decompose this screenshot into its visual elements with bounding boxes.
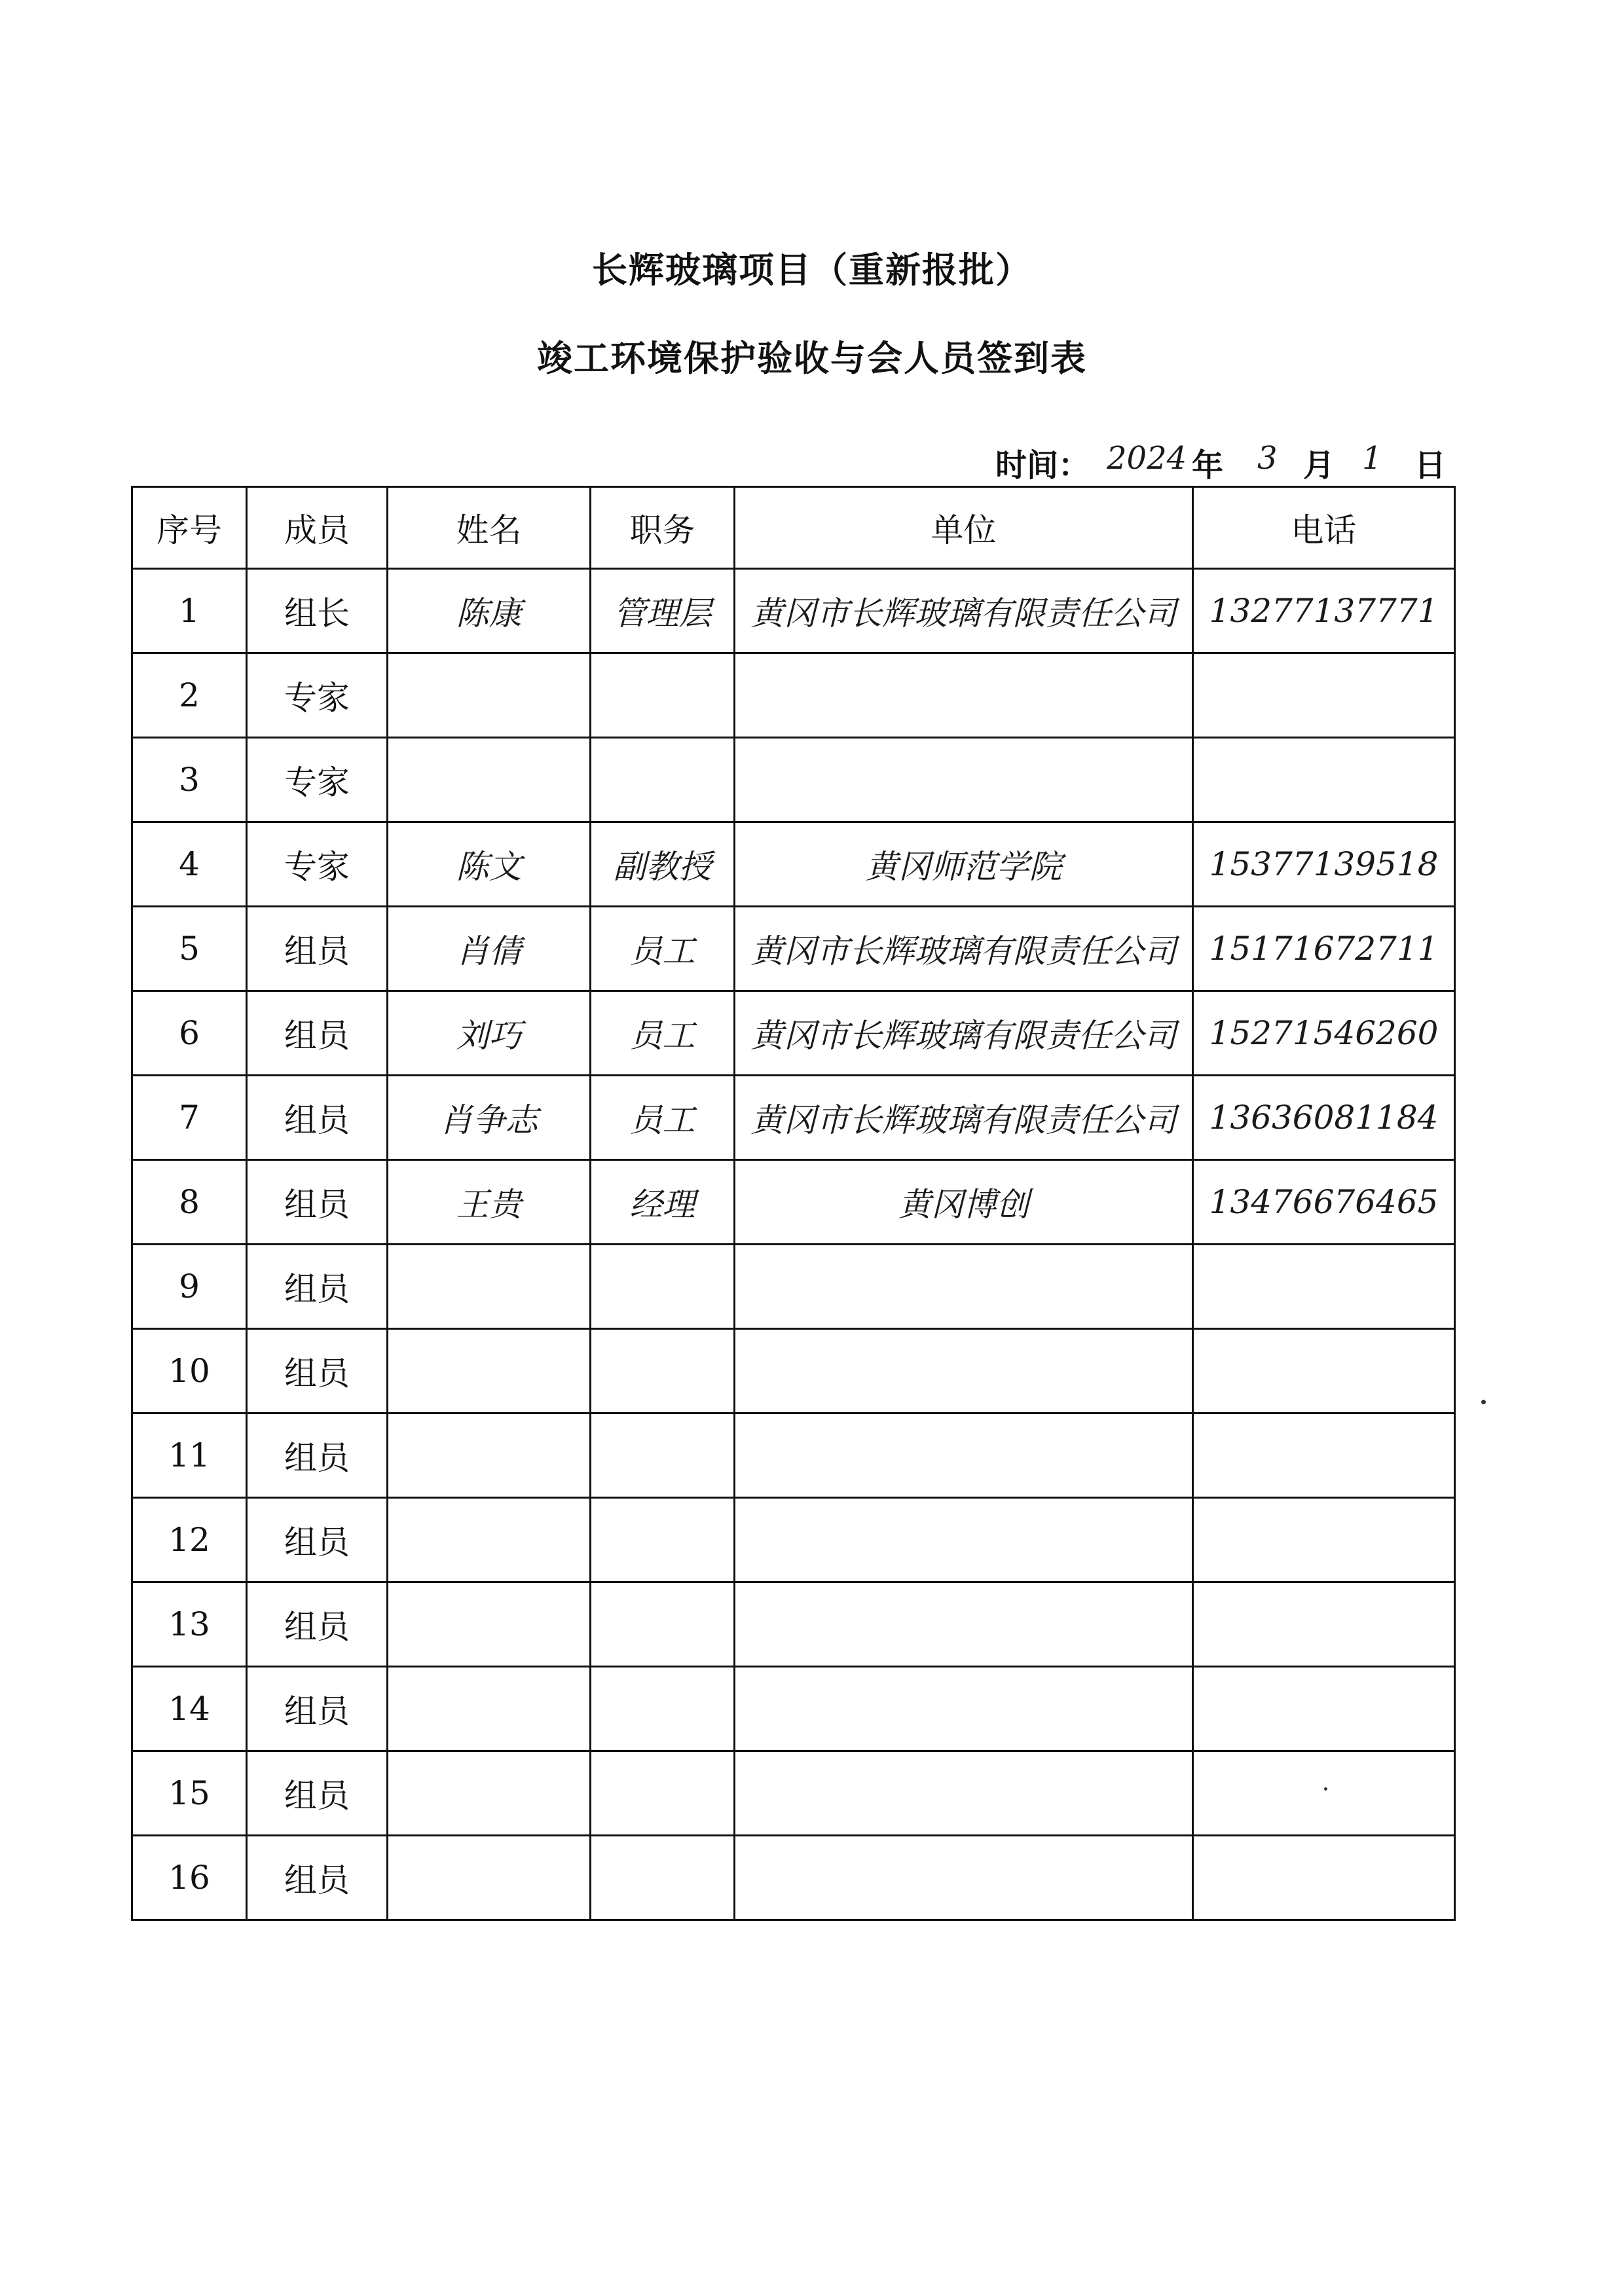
cell-position	[591, 1582, 735, 1667]
cell-position: 经理	[591, 1160, 735, 1245]
header-role: 成员	[247, 487, 388, 569]
table-row	[132, 991, 1455, 1076]
date-month-unit: 月	[1303, 447, 1335, 484]
cell-phone	[1193, 653, 1455, 738]
cell-seq: 5	[132, 907, 247, 991]
date-year-unit: 年	[1192, 447, 1224, 484]
cell-position: 员工	[591, 1076, 735, 1160]
cell-role: 组员	[247, 991, 388, 1076]
table-row	[132, 1160, 1455, 1245]
document-title: 长辉玻璃项目（重新报批）	[592, 249, 1032, 291]
cell-seq: 9	[132, 1245, 247, 1329]
cell-position: 员工	[591, 907, 735, 991]
cell-unit: 黄冈市长辉玻璃有限责任公司	[735, 569, 1193, 653]
cell-phone: 13277137771	[1193, 569, 1455, 653]
cell-phone	[1193, 1836, 1455, 1920]
cell-role: 组员	[247, 907, 388, 991]
cell-seq: 12	[132, 1498, 247, 1582]
header-unit: 单位	[735, 487, 1193, 569]
cell-unit: 黄冈博创	[735, 1160, 1193, 1245]
cell-name: 肖争志	[388, 1076, 591, 1160]
date-year: 2024	[1107, 440, 1187, 477]
cell-unit	[735, 1245, 1193, 1329]
table-row	[132, 1667, 1455, 1751]
cell-role: 组员	[247, 1329, 388, 1413]
header-position: 职务	[591, 487, 735, 569]
cell-role: 专家	[247, 822, 388, 907]
table-row	[132, 1413, 1455, 1498]
cell-phone: 13636081184	[1193, 1076, 1455, 1160]
cell-role: 组员	[247, 1498, 388, 1582]
table-row	[132, 1329, 1455, 1413]
cell-phone: 13476676465	[1193, 1160, 1455, 1245]
cell-name	[388, 1413, 591, 1498]
cell-role: 组员	[247, 1836, 388, 1920]
cell-position	[591, 1245, 735, 1329]
cell-name	[388, 1498, 591, 1582]
cell-phone	[1193, 1413, 1455, 1498]
cell-phone	[1193, 1329, 1455, 1413]
cell-unit	[735, 1413, 1193, 1498]
table-row	[132, 738, 1455, 822]
cell-role: 组员	[247, 1582, 388, 1667]
table-row	[132, 1582, 1455, 1667]
cell-name: 肖倩	[388, 907, 591, 991]
cell-phone	[1193, 1582, 1455, 1667]
date-day: 1	[1362, 440, 1382, 477]
cell-position	[591, 1836, 735, 1920]
table-row	[132, 1245, 1455, 1329]
cell-unit	[735, 1329, 1193, 1413]
cell-name	[388, 1751, 591, 1836]
cell-seq: 2	[132, 653, 247, 738]
cell-phone	[1193, 1498, 1455, 1582]
cell-position	[591, 1498, 735, 1582]
cell-name	[388, 1245, 591, 1329]
scan-speck	[1481, 1400, 1486, 1404]
date-day-unit: 日	[1414, 447, 1447, 484]
cell-seq: 11	[132, 1413, 247, 1498]
cell-position	[591, 738, 735, 822]
cell-phone	[1193, 1751, 1455, 1836]
cell-role: 组员	[247, 1667, 388, 1751]
cell-name: 王贵	[388, 1160, 591, 1245]
table-row	[132, 569, 1455, 653]
cell-unit: 黄冈市长辉玻璃有限责任公司	[735, 1076, 1193, 1160]
date-label: 时间：	[995, 447, 1090, 484]
date-line	[995, 440, 1454, 486]
table-row	[132, 1076, 1455, 1160]
cell-name	[388, 1329, 591, 1413]
cell-role: 组员	[247, 1245, 388, 1329]
header-seq: 序号	[132, 487, 247, 569]
cell-unit	[735, 1751, 1193, 1836]
cell-position	[591, 1751, 735, 1836]
cell-name	[388, 1582, 591, 1667]
cell-unit	[735, 1582, 1193, 1667]
cell-name	[388, 653, 591, 738]
cell-seq: 16	[132, 1836, 247, 1920]
cell-seq: 13	[132, 1582, 247, 1667]
cell-position: 副教授	[591, 822, 735, 907]
cell-seq: 3	[132, 738, 247, 822]
cell-position: 员工	[591, 991, 735, 1076]
cell-position	[591, 1329, 735, 1413]
cell-name	[388, 1836, 591, 1920]
cell-position	[591, 1667, 735, 1751]
table-header-row	[132, 487, 1455, 569]
cell-name	[388, 1667, 591, 1751]
cell-unit	[735, 1498, 1193, 1582]
cell-role: 组长	[247, 569, 388, 653]
document-subtitle: 竣工环境保护验收与会人员签到表	[537, 338, 1087, 379]
cell-role: 组员	[247, 1413, 388, 1498]
cell-seq: 1	[132, 569, 247, 653]
header-name: 姓名	[388, 487, 591, 569]
cell-unit	[735, 1667, 1193, 1751]
cell-seq: 6	[132, 991, 247, 1076]
cell-unit: 黄冈市长辉玻璃有限责任公司	[735, 991, 1193, 1076]
header-phone: 电话	[1193, 487, 1455, 569]
cell-role: 专家	[247, 653, 388, 738]
cell-phone: 15377139518	[1193, 822, 1455, 907]
cell-seq: 14	[132, 1667, 247, 1751]
sign-in-table	[131, 486, 1456, 1921]
table-row	[132, 1836, 1455, 1920]
cell-phone	[1193, 1245, 1455, 1329]
cell-seq: 10	[132, 1329, 247, 1413]
cell-phone	[1193, 738, 1455, 822]
cell-seq: 4	[132, 822, 247, 907]
scan-speck	[1324, 1787, 1327, 1791]
cell-role: 专家	[247, 738, 388, 822]
cell-position	[591, 1413, 735, 1498]
cell-unit	[735, 738, 1193, 822]
cell-phone: 15171672711	[1193, 907, 1455, 991]
cell-unit: 黄冈师范学院	[735, 822, 1193, 907]
cell-role: 组员	[247, 1076, 388, 1160]
table-row	[132, 907, 1455, 991]
cell-name: 陈文	[388, 822, 591, 907]
cell-name	[388, 738, 591, 822]
cell-unit	[735, 1836, 1193, 1920]
table-row	[132, 822, 1455, 907]
cell-unit	[735, 653, 1193, 738]
cell-role: 组员	[247, 1751, 388, 1836]
cell-role: 组员	[247, 1160, 388, 1245]
cell-unit: 黄冈市长辉玻璃有限责任公司	[735, 907, 1193, 991]
cell-seq: 7	[132, 1076, 247, 1160]
cell-position: 管理层	[591, 569, 735, 653]
cell-name: 陈康	[388, 569, 591, 653]
table-row	[132, 1751, 1455, 1836]
date-month: 3	[1257, 440, 1278, 477]
cell-position	[591, 653, 735, 738]
cell-name: 刘巧	[388, 991, 591, 1076]
cell-phone	[1193, 1667, 1455, 1751]
cell-seq: 15	[132, 1751, 247, 1836]
table-row	[132, 1498, 1455, 1582]
cell-seq: 8	[132, 1160, 247, 1245]
cell-phone: 15271546260	[1193, 991, 1455, 1076]
table-row	[132, 653, 1455, 738]
